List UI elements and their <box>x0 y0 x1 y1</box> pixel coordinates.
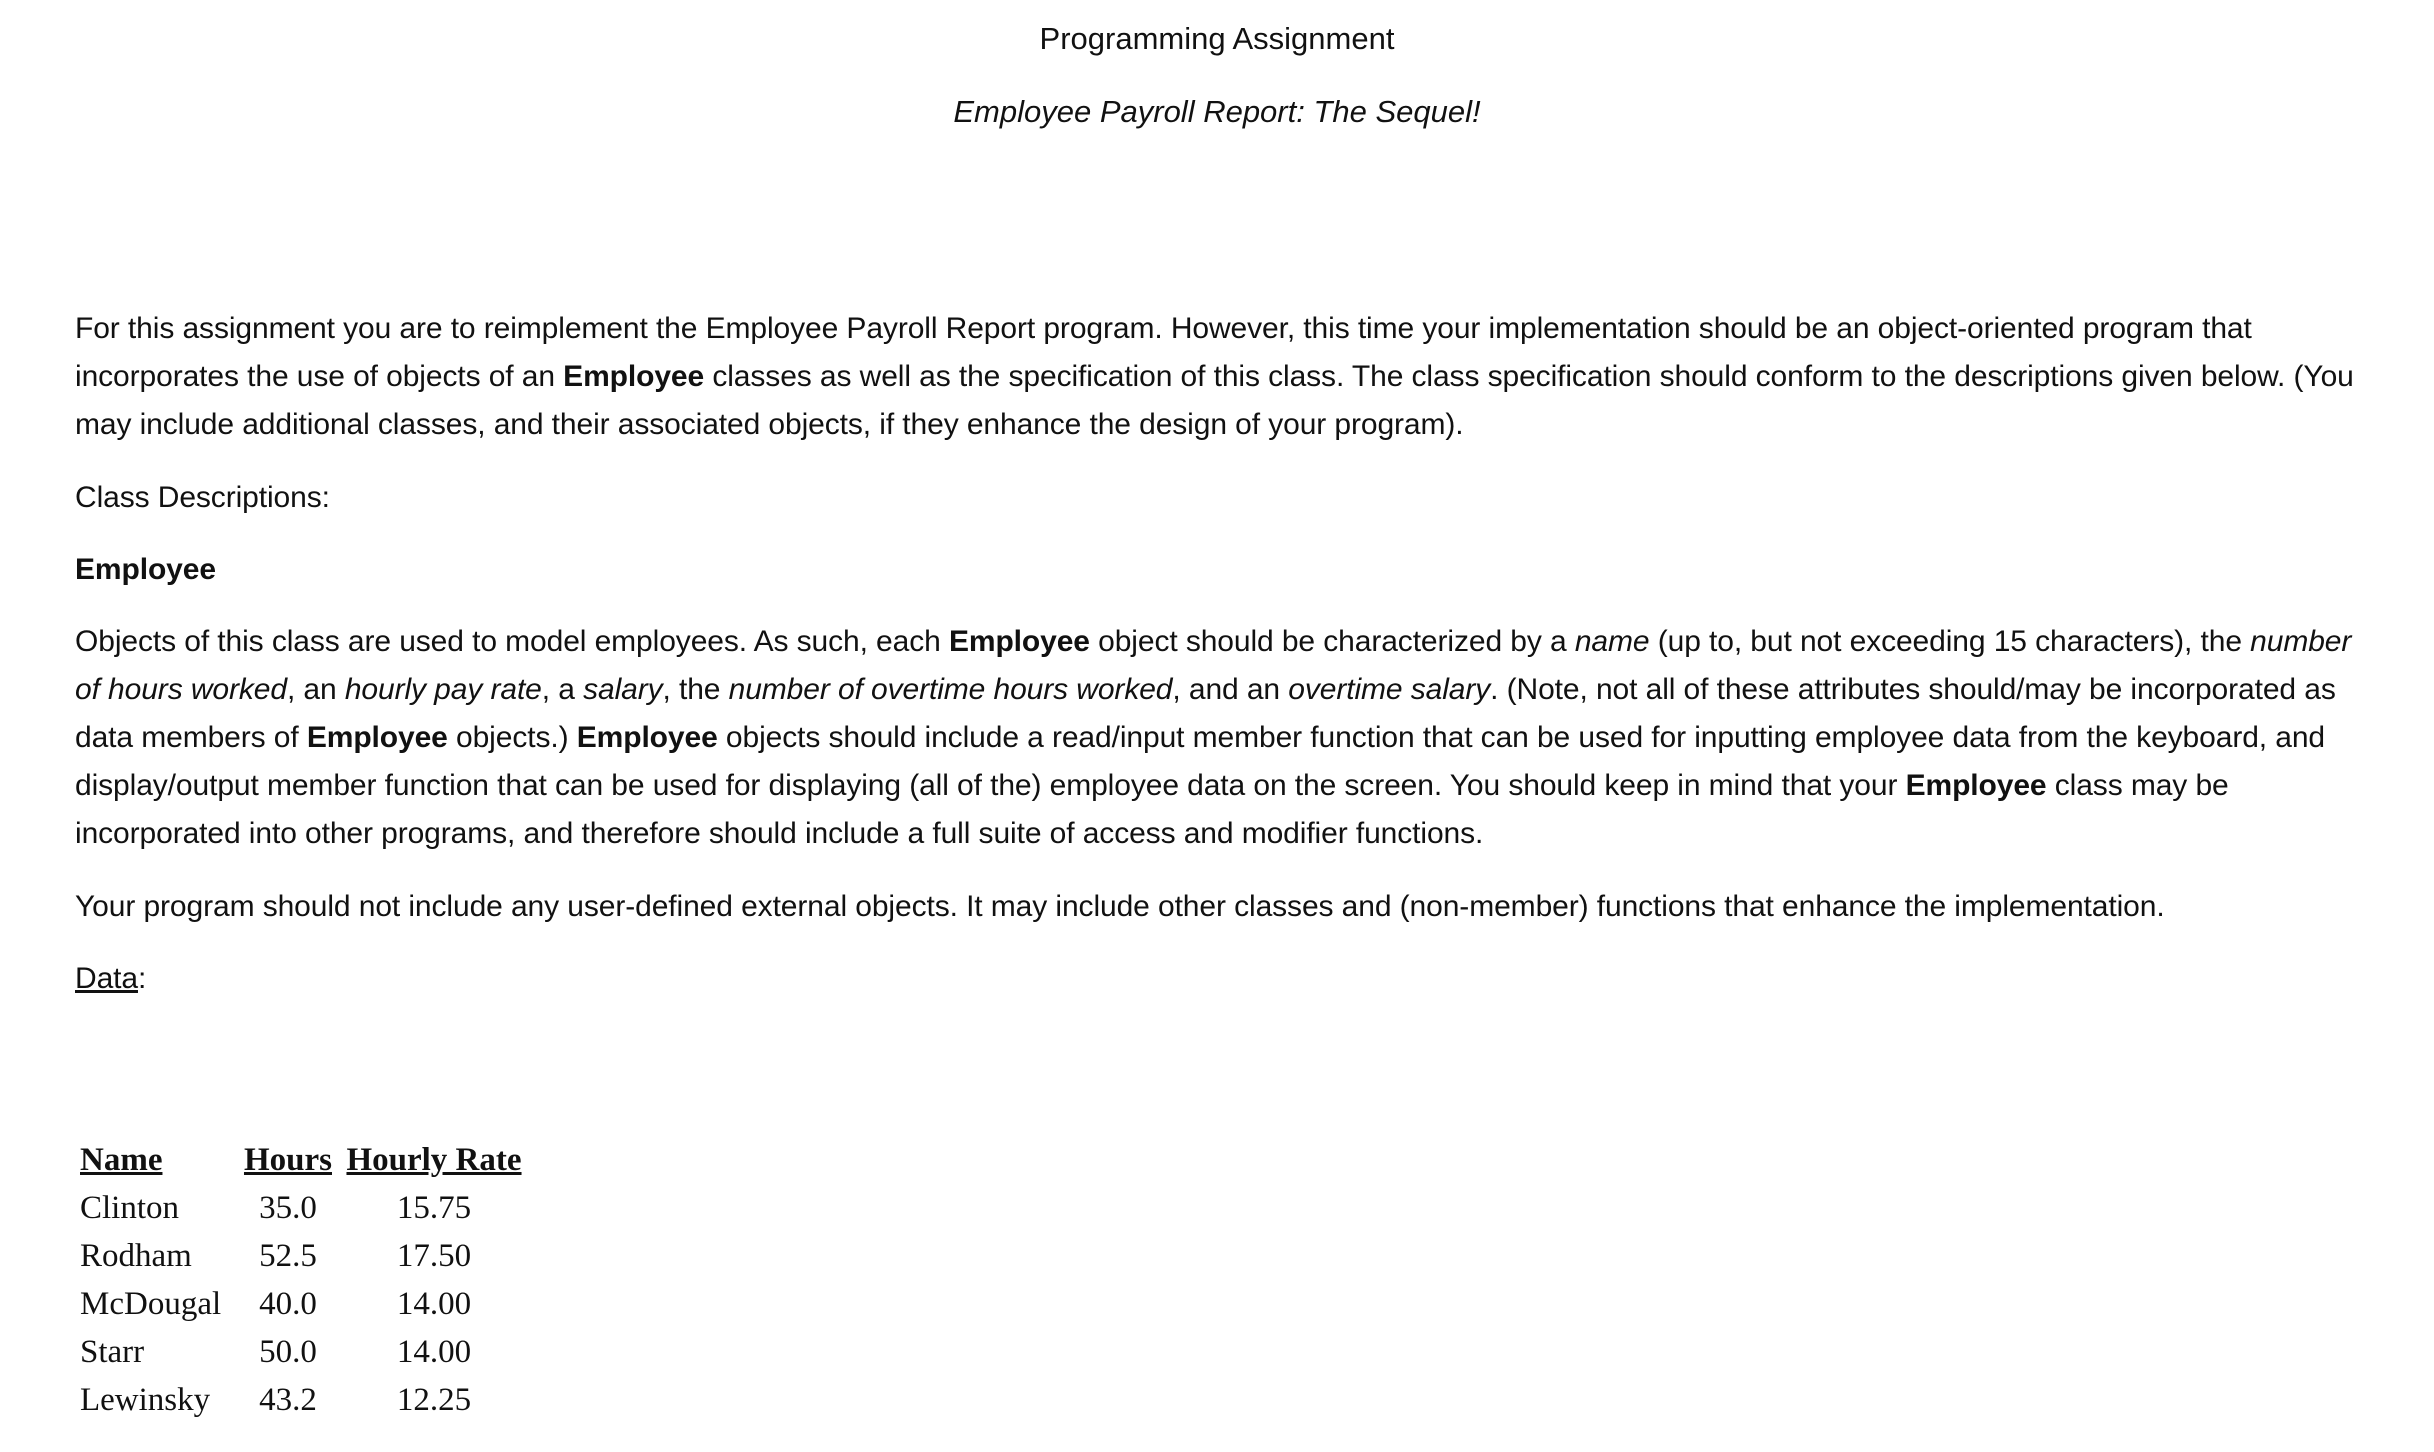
employee-heading: Employee <box>75 553 216 586</box>
text-run: For this assignment you are to reimplement the Employee Payroll Report program. However, this time your implementation should be an object-oriented program that incorporates the use of objects of an <box>75 312 2252 393</box>
bold-term: Employee <box>1905 769 2047 802</box>
text-run: Objects of this class are used to model employees. As such, each <box>75 625 949 658</box>
text-run: . (Note, not all of these attributes should/may be incorporated as data members of <box>75 673 2336 754</box>
header-name: Name <box>80 1142 163 1178</box>
text-run: (up to, but not exceeding 15 characters), the <box>1649 625 2251 658</box>
italic-term: name <box>1574 625 1650 658</box>
page-subtitle: Employee Payroll Report: The Sequel! <box>953 94 1481 129</box>
text-run: class may be incorporated into other programs, and therefore should include a full suite of access and modifier functions. <box>75 769 2229 850</box>
text-run: objects should include a read/input member function that can be used for inputting employee data from the keyboard, and display/output member function that can be used for displaying (all of the) employee data on the screen. You should keep in mind that your <box>75 721 2326 802</box>
cell-name: Lewinsky <box>80 1382 211 1418</box>
external-objects-paragraph: Your program should not include any user-defined external objects. It may include other classes and (non-member) functions that enhance the implementation. <box>75 890 2165 923</box>
text-run: classes as well as the specification of this class. The class specification should conform to the descriptions given below. (You may include additional classes, and their associated objects, if they enhance the design of your program). <box>75 360 2354 441</box>
class-descriptions-label: Class Descriptions: <box>75 481 330 514</box>
cell-name: Starr <box>80 1334 145 1370</box>
cell-name: Rodham <box>80 1238 192 1274</box>
text-run: , a <box>541 673 584 706</box>
text-run: , and an <box>1172 673 1289 706</box>
page-title: Programming Assignment <box>1039 21 1395 56</box>
table-header-row <box>80 1136 522 1184</box>
text-run: objects.) <box>447 721 577 754</box>
cell-rate: 15.75 <box>396 1190 472 1226</box>
header-hours: Hours <box>243 1142 332 1178</box>
table-row <box>80 1280 522 1328</box>
table-row <box>80 1232 522 1280</box>
italic-term: number of hours worked <box>75 625 2352 706</box>
employee-data-table <box>80 1136 522 1424</box>
cell-rate: 14.00 <box>396 1286 472 1322</box>
employee-description <box>75 618 2375 858</box>
table-row <box>80 1184 522 1232</box>
italic-term: salary <box>583 673 663 706</box>
data-colon: : <box>137 962 147 995</box>
cell-name: Clinton <box>80 1190 180 1226</box>
cell-hours: 52.5 <box>259 1238 317 1274</box>
italic-term: hourly pay rate <box>344 673 542 706</box>
bold-term: Employee <box>563 360 705 393</box>
bold-term: Employee <box>948 625 1090 658</box>
table-row <box>80 1328 522 1376</box>
bold-term: Employee <box>576 721 718 754</box>
bold-term: Employee <box>306 721 448 754</box>
cell-name: McDougal <box>80 1286 222 1322</box>
text-run: object should be characterized by a <box>1089 625 1575 658</box>
data-label: Data <box>75 962 138 995</box>
cell-hours: 43.2 <box>259 1382 317 1418</box>
data-heading <box>75 955 2375 1003</box>
cell-rate: 12.25 <box>396 1382 472 1418</box>
cell-hours: 35.0 <box>259 1190 317 1226</box>
cell-rate: 17.50 <box>396 1238 472 1274</box>
cell-hours: 40.0 <box>259 1286 317 1322</box>
text-run: , an <box>286 673 345 706</box>
italic-term: overtime salary <box>1288 673 1491 706</box>
text-run: , the <box>662 673 729 706</box>
cell-rate: 14.00 <box>396 1334 472 1370</box>
intro-paragraph <box>75 305 2375 449</box>
table-row <box>80 1376 522 1424</box>
header-hourly-rate: Hourly Rate <box>346 1142 522 1178</box>
cell-hours: 50.0 <box>259 1334 317 1370</box>
italic-term: number of overtime hours worked <box>728 673 1173 706</box>
